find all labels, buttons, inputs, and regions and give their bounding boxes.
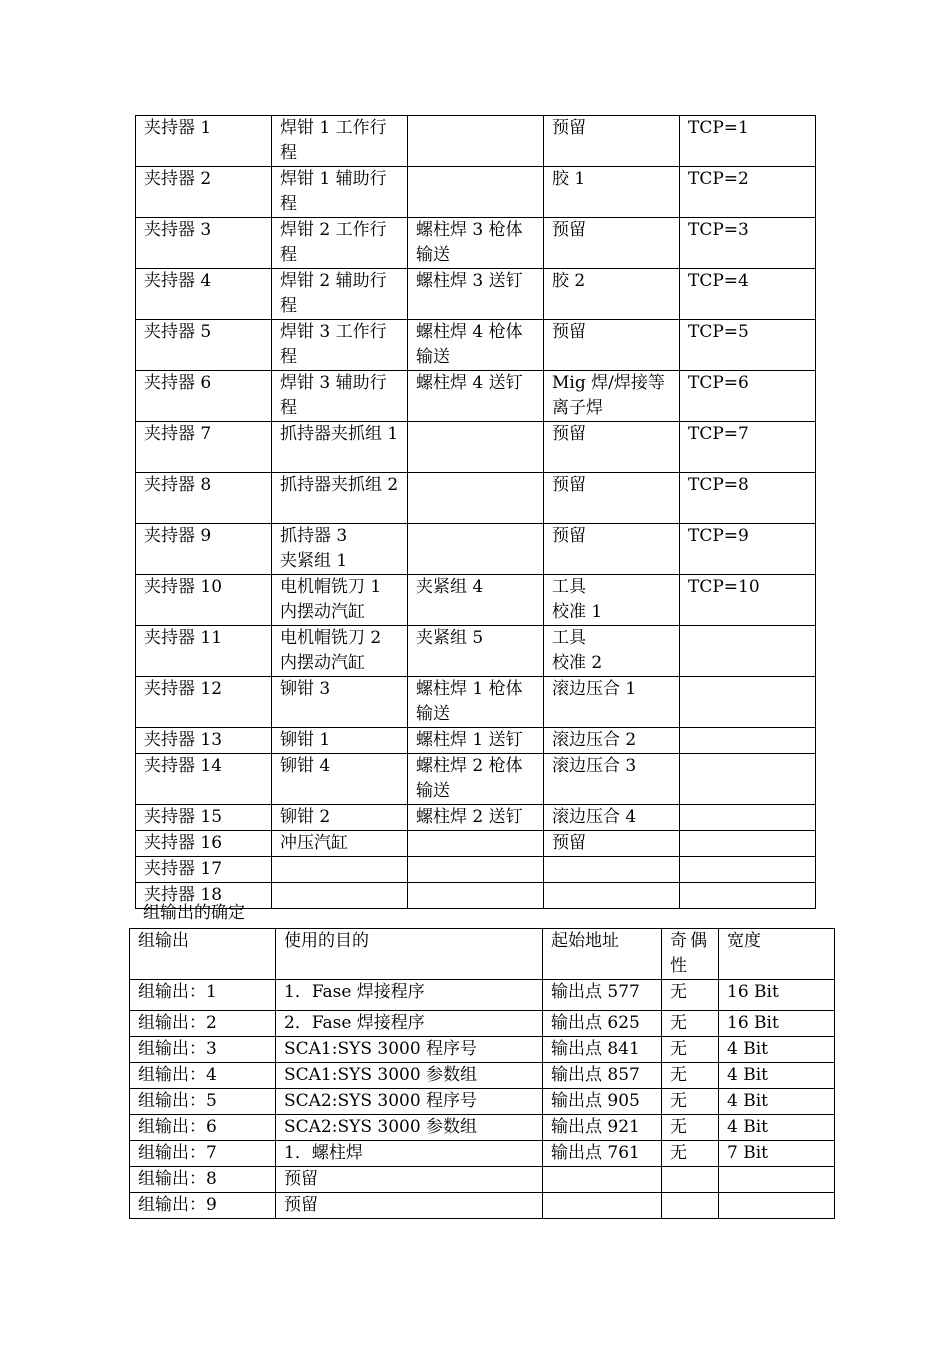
cell-tcp: TCP=1 bbox=[680, 116, 816, 167]
cell-tcp: TCP=9 bbox=[680, 524, 816, 575]
header-cell-purpose: 使用的目的 bbox=[276, 929, 543, 980]
cell-purpose: SCA1:SYS 3000 参数组 bbox=[276, 1063, 543, 1089]
table-row bbox=[136, 626, 816, 677]
cell-parity: 无 bbox=[662, 1089, 719, 1115]
cell-group-output: 组输出：2 bbox=[130, 1011, 276, 1037]
table-row bbox=[136, 473, 816, 524]
table-row bbox=[136, 857, 816, 883]
cell-function-c: 预留 bbox=[544, 320, 680, 371]
cell-purpose: SCA1:SYS 3000 程序号 bbox=[276, 1037, 543, 1063]
cell-parity: 无 bbox=[662, 1141, 719, 1167]
cell-function-c: 工具 校准 1 bbox=[544, 575, 680, 626]
table-row bbox=[136, 422, 816, 473]
cell-function-a bbox=[272, 857, 408, 883]
header-cell-parity: 奇偶性 bbox=[662, 929, 719, 980]
cell-function-c: 预留 bbox=[544, 422, 680, 473]
cell-function-a: 抓持器 3 夹紧组 1 bbox=[272, 524, 408, 575]
cell-clamp: 夹持器 4 bbox=[136, 269, 272, 320]
clamp-table bbox=[135, 115, 816, 909]
table-row bbox=[130, 1115, 835, 1141]
cell-function-c: 滚边压合 4 bbox=[544, 805, 680, 831]
table-row bbox=[136, 116, 816, 167]
cell-width: 4 Bit bbox=[719, 1037, 835, 1063]
cell-function-b: 螺柱焊 1 送钉 bbox=[408, 728, 544, 754]
cell-start-address: 输出点 625 bbox=[543, 1011, 662, 1037]
table-row bbox=[136, 677, 816, 728]
cell-start-address: 输出点 841 bbox=[543, 1037, 662, 1063]
cell-clamp: 夹持器 13 bbox=[136, 728, 272, 754]
cell-function-c bbox=[544, 883, 680, 909]
cell-function-a: 焊钳 1 工作行程 bbox=[272, 116, 408, 167]
cell-function-c: 预留 bbox=[544, 218, 680, 269]
cell-function-b: 螺柱焊 3 枪体输送 bbox=[408, 218, 544, 269]
cell-width: 7 Bit bbox=[719, 1141, 835, 1167]
cell-function-c: 滚边压合 1 bbox=[544, 677, 680, 728]
cell-clamp: 夹持器 10 bbox=[136, 575, 272, 626]
cell-start-address: 输出点 761 bbox=[543, 1141, 662, 1167]
cell-function-b: 螺柱焊 4 送钉 bbox=[408, 371, 544, 422]
table-row bbox=[136, 167, 816, 218]
cell-function-b bbox=[408, 524, 544, 575]
clamp-table-body bbox=[136, 116, 816, 909]
cell-function-c: 胶 1 bbox=[544, 167, 680, 218]
cell-tcp bbox=[680, 857, 816, 883]
table-row bbox=[130, 1167, 835, 1193]
cell-function-a: 焊钳 2 辅助行程 bbox=[272, 269, 408, 320]
cell-clamp: 夹持器 5 bbox=[136, 320, 272, 371]
cell-tcp bbox=[680, 728, 816, 754]
cell-purpose: SCA2:SYS 3000 程序号 bbox=[276, 1089, 543, 1115]
cell-parity bbox=[662, 1167, 719, 1193]
table-row bbox=[136, 524, 816, 575]
header-row bbox=[130, 929, 835, 980]
cell-function-b: 螺柱焊 4 枪体输送 bbox=[408, 320, 544, 371]
section-heading: 组输出的确定 bbox=[143, 903, 245, 923]
table-row bbox=[136, 371, 816, 422]
cell-function-b: 螺柱焊 1 枪体输送 bbox=[408, 677, 544, 728]
cell-start-address: 输出点 905 bbox=[543, 1089, 662, 1115]
cell-parity: 无 bbox=[662, 1011, 719, 1037]
cell-function-a: 冲压汽缸 bbox=[272, 831, 408, 857]
cell-clamp: 夹持器 14 bbox=[136, 754, 272, 805]
cell-width bbox=[719, 1193, 835, 1219]
cell-function-c: Mig 焊/焊接等离子焊 bbox=[544, 371, 680, 422]
cell-function-a: 铆钳 2 bbox=[272, 805, 408, 831]
cell-width: 16 Bit bbox=[719, 1011, 835, 1037]
cell-start-address: 输出点 577 bbox=[543, 980, 662, 1011]
cell-purpose: 1．Fase 焊接程序 bbox=[276, 980, 543, 1011]
cell-clamp: 夹持器 1 bbox=[136, 116, 272, 167]
cell-function-b: 夹紧组 4 bbox=[408, 575, 544, 626]
cell-group-output: 组输出：6 bbox=[130, 1115, 276, 1141]
cell-function-c: 滚边压合 3 bbox=[544, 754, 680, 805]
cell-function-c: 预留 bbox=[544, 524, 680, 575]
cell-function-b: 夹紧组 5 bbox=[408, 626, 544, 677]
cell-function-b bbox=[408, 473, 544, 524]
cell-function-b: 螺柱焊 3 送钉 bbox=[408, 269, 544, 320]
cell-function-a: 焊钳 3 工作行程 bbox=[272, 320, 408, 371]
cell-function-a: 电机帽铣刀 1 内摆动汽缸 bbox=[272, 575, 408, 626]
cell-function-b bbox=[408, 831, 544, 857]
table-row bbox=[130, 1089, 835, 1115]
group-output-table-body bbox=[130, 980, 835, 1219]
cell-group-output: 组输出：9 bbox=[130, 1193, 276, 1219]
cell-function-a: 焊钳 1 辅助行程 bbox=[272, 167, 408, 218]
cell-function-a: 铆钳 4 bbox=[272, 754, 408, 805]
cell-width: 4 Bit bbox=[719, 1089, 835, 1115]
table-row bbox=[136, 754, 816, 805]
cell-function-b bbox=[408, 422, 544, 473]
cell-clamp: 夹持器 8 bbox=[136, 473, 272, 524]
table-row bbox=[136, 269, 816, 320]
cell-parity: 无 bbox=[662, 1037, 719, 1063]
cell-tcp: TCP=5 bbox=[680, 320, 816, 371]
cell-function-b bbox=[408, 116, 544, 167]
cell-tcp: TCP=10 bbox=[680, 575, 816, 626]
table-row bbox=[136, 831, 816, 857]
cell-clamp: 夹持器 18 bbox=[136, 883, 272, 909]
cell-tcp: TCP=8 bbox=[680, 473, 816, 524]
cell-parity: 无 bbox=[662, 1115, 719, 1141]
cell-width: 4 Bit bbox=[719, 1063, 835, 1089]
cell-start-address: 输出点 921 bbox=[543, 1115, 662, 1141]
cell-group-output: 组输出：8 bbox=[130, 1167, 276, 1193]
cell-tcp bbox=[680, 754, 816, 805]
table-row bbox=[136, 575, 816, 626]
cell-function-a bbox=[272, 883, 408, 909]
cell-tcp bbox=[680, 831, 816, 857]
cell-width: 16 Bit bbox=[719, 980, 835, 1011]
header-cell-group-output: 组输出 bbox=[130, 929, 276, 980]
cell-tcp bbox=[680, 677, 816, 728]
cell-start-address: 输出点 857 bbox=[543, 1063, 662, 1089]
cell-function-b bbox=[408, 167, 544, 218]
cell-width: 4 Bit bbox=[719, 1115, 835, 1141]
cell-purpose: 预留 bbox=[276, 1167, 543, 1193]
cell-function-b bbox=[408, 857, 544, 883]
cell-function-c: 滚边压合 2 bbox=[544, 728, 680, 754]
group-output-table bbox=[129, 928, 835, 1219]
cell-start-address bbox=[543, 1193, 662, 1219]
cell-clamp: 夹持器 7 bbox=[136, 422, 272, 473]
cell-function-a: 焊钳 2 工作行程 bbox=[272, 218, 408, 269]
cell-tcp bbox=[680, 805, 816, 831]
cell-group-output: 组输出：3 bbox=[130, 1037, 276, 1063]
cell-purpose: 预留 bbox=[276, 1193, 543, 1219]
header-cell-start-address: 起始地址 bbox=[543, 929, 662, 980]
cell-parity: 无 bbox=[662, 980, 719, 1011]
table-row bbox=[130, 980, 835, 1011]
table-row bbox=[136, 805, 816, 831]
cell-parity bbox=[662, 1193, 719, 1219]
cell-function-a: 抓持器夹抓组 1 bbox=[272, 422, 408, 473]
cell-width bbox=[719, 1167, 835, 1193]
cell-clamp: 夹持器 17 bbox=[136, 857, 272, 883]
cell-tcp bbox=[680, 626, 816, 677]
cell-function-a: 抓持器夹抓组 2 bbox=[272, 473, 408, 524]
table-row bbox=[136, 218, 816, 269]
cell-group-output: 组输出：7 bbox=[130, 1141, 276, 1167]
cell-clamp: 夹持器 3 bbox=[136, 218, 272, 269]
cell-parity: 无 bbox=[662, 1063, 719, 1089]
cell-function-a: 焊钳 3 辅助行程 bbox=[272, 371, 408, 422]
cell-group-output: 组输出：4 bbox=[130, 1063, 276, 1089]
cell-tcp: TCP=4 bbox=[680, 269, 816, 320]
cell-function-b: 螺柱焊 2 枪体输送 bbox=[408, 754, 544, 805]
cell-tcp: TCP=2 bbox=[680, 167, 816, 218]
cell-function-b bbox=[408, 883, 544, 909]
table-row bbox=[130, 1011, 835, 1037]
table-row bbox=[130, 1193, 835, 1219]
group-output-table-header bbox=[130, 929, 835, 980]
cell-group-output: 组输出：1 bbox=[130, 980, 276, 1011]
cell-group-output: 组输出：5 bbox=[130, 1089, 276, 1115]
cell-function-c bbox=[544, 857, 680, 883]
cell-function-a: 铆钳 3 bbox=[272, 677, 408, 728]
table-row bbox=[130, 1063, 835, 1089]
cell-tcp: TCP=3 bbox=[680, 218, 816, 269]
cell-function-a: 电机帽铣刀 2 内摆动汽缸 bbox=[272, 626, 408, 677]
cell-tcp: TCP=7 bbox=[680, 422, 816, 473]
table-row bbox=[130, 1141, 835, 1167]
cell-function-c: 预留 bbox=[544, 831, 680, 857]
cell-function-c: 胶 2 bbox=[544, 269, 680, 320]
table-row bbox=[130, 1037, 835, 1063]
cell-purpose: 2．Fase 焊接程序 bbox=[276, 1011, 543, 1037]
cell-clamp: 夹持器 12 bbox=[136, 677, 272, 728]
table-row bbox=[136, 320, 816, 371]
cell-clamp: 夹持器 9 bbox=[136, 524, 272, 575]
cell-function-c: 预留 bbox=[544, 116, 680, 167]
cell-clamp: 夹持器 6 bbox=[136, 371, 272, 422]
cell-start-address bbox=[543, 1167, 662, 1193]
cell-tcp: TCP=6 bbox=[680, 371, 816, 422]
cell-clamp: 夹持器 16 bbox=[136, 831, 272, 857]
cell-clamp: 夹持器 11 bbox=[136, 626, 272, 677]
cell-function-c: 工具 校准 2 bbox=[544, 626, 680, 677]
cell-function-c: 预留 bbox=[544, 473, 680, 524]
cell-tcp bbox=[680, 883, 816, 909]
cell-purpose: SCA2:SYS 3000 参数组 bbox=[276, 1115, 543, 1141]
cell-clamp: 夹持器 2 bbox=[136, 167, 272, 218]
header-cell-width: 宽度 bbox=[719, 929, 835, 980]
table-row bbox=[136, 728, 816, 754]
cell-function-a: 铆钳 1 bbox=[272, 728, 408, 754]
cell-function-b: 螺柱焊 2 送钉 bbox=[408, 805, 544, 831]
cell-purpose: 1．螺柱焊 bbox=[276, 1141, 543, 1167]
cell-clamp: 夹持器 15 bbox=[136, 805, 272, 831]
